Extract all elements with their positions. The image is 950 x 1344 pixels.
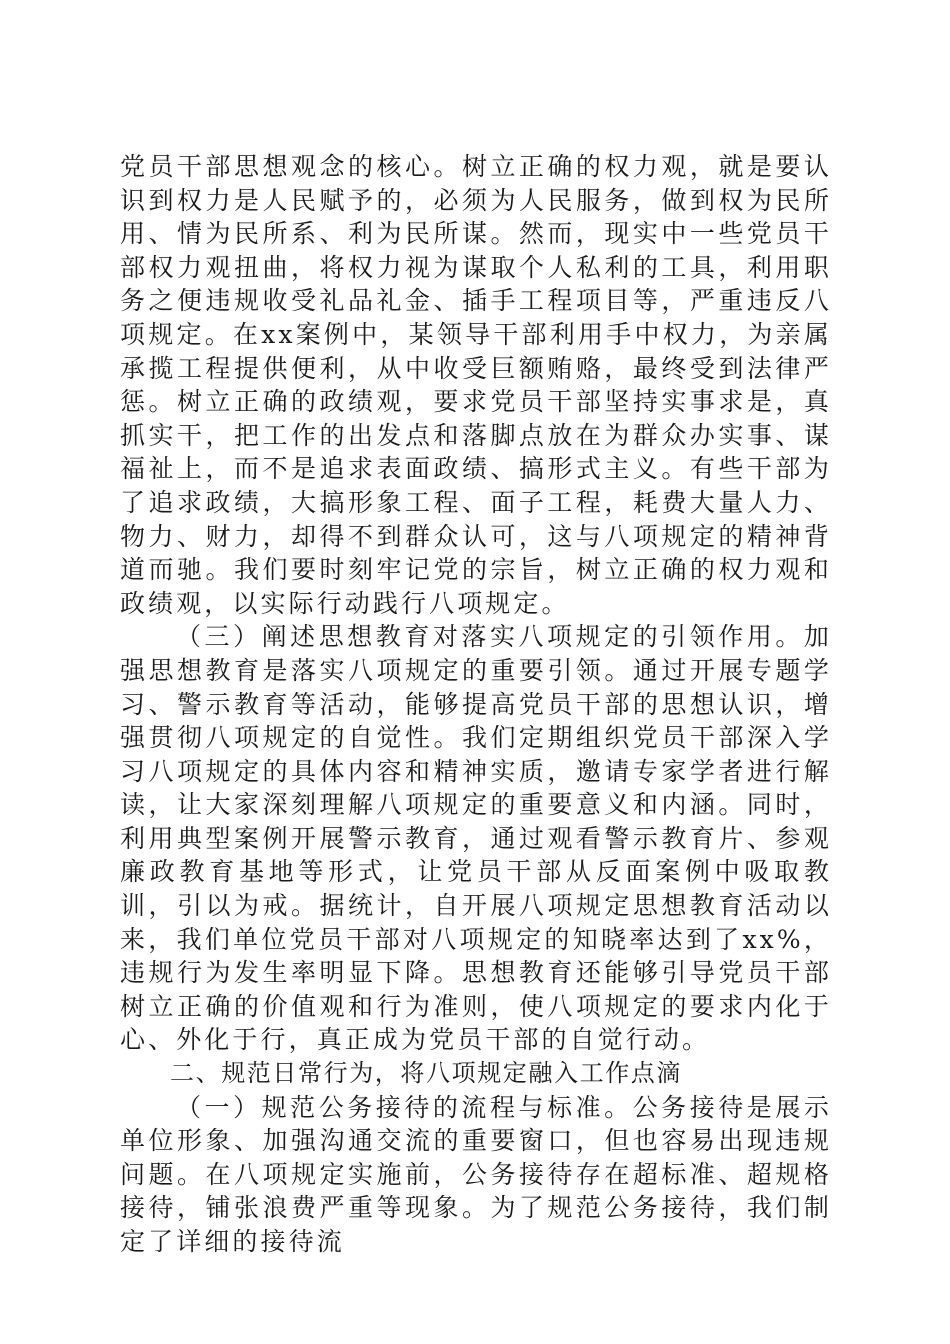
paragraph-section-3: （三）阐述思想教育对落实八项规定的引领作用。加强思想教育是落实八项规定的重要引领。通过开展专题学习、警示教育等活动，能够提高党员干部的思想认识，增强贯彻八项规定的自觉性。我们定期组织党员干部深入学习八项规定的具体内容和精神实质，邀请专家学者进行解读，让大家深刻理解八项规定的重要意义和内涵。同时，利用典型案例开展警示教育，通过观看警示教育片、参观廉政教育基地等形式，让党员干部从反面案例中吸取教训，引以为戒。据统计，自开展八项规定思想教育活动以来，我们单位党员干部对八项规定的知晓率达到了xx%，违规行为发生率明显下降。思想教育还能够引导党员干部树立正确的价值观和行为准则，使八项规定的要求内化于心、外化于行，真正成为党员干部的自觉行动。 [120, 622, 832, 1055]
paragraph-subsection-1: （一）规范公务接待的流程与标准。公务接待是展示单位形象、加强沟通交流的重要窗口，但也容易出现违规问题。在八项规定实施前，公务接待存在超标准、超规格接待，铺张浪费严重等现象。为了规范公务接待，我们制定了详细的接待流 [120, 1092, 832, 1256]
section-heading: 二、规范日常行为，将八项规定融入工作点滴 [170, 1059, 682, 1088]
document-body [120, 150, 832, 1259]
paragraph-continued: 党员干部思想观念的核心。树立正确的权力观，就是要认识到权力是人民赋予的，必须为人民服务，做到权为民所用、情为民所系、利为民所谋。然而，现实中一些党员干部权力观扭曲，将权力视为谋取个人私利的工具，利用职务之便违规收受礼品礼金、插手工程项目等，严重违反八项规定。在xx案例中，某领导干部利用手中权力，为亲属承揽工程提供便利，从中收受巨额贿赂，最终受到法律严惩。树立正确的政绩观，要求党员干部坚持实事求是，真抓实干，把工作的出发点和落脚点放在为群众办实事、谋福祉上，而不是追求表面政绩、搞形式主义。有些干部为了追求政绩，大搞形象工程、面子工程，耗费大量人力、物力、财力，却得不到群众认可，这与八项规定的精神背道而驰。我们要时刻牢记党的宗旨，树立正确的权力观和政绩观，以实际行动践行八项规定。 [120, 152, 832, 618]
